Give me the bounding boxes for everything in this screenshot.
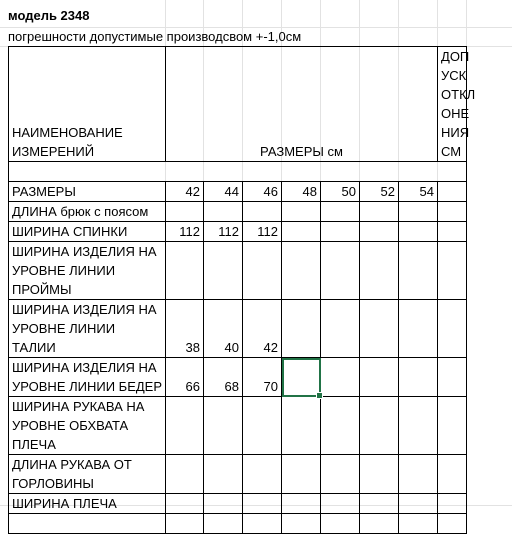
value-cell[interactable]: 112 [204,222,243,242]
value-cell[interactable] [204,455,243,494]
value-cell[interactable] [399,222,438,242]
row-label-cell[interactable]: РАЗМЕРЫ [9,182,166,202]
value-cell[interactable]: 38 [166,300,204,358]
value-cell[interactable] [243,455,282,494]
value-cell[interactable] [243,397,282,455]
empty-cell[interactable] [243,514,282,534]
measurement-row [9,455,467,494]
row-label-cell[interactable]: ДЛИНА брюк с поясом [9,202,166,222]
size-cell[interactable]: 50 [321,182,360,202]
value-cell[interactable] [360,222,399,242]
value-cell[interactable]: 68 [204,358,243,397]
value-cell[interactable] [282,222,321,242]
empty-cell[interactable] [321,514,360,534]
row-label-cell[interactable]: ШИРИНА РУКАВА НА УРОВНЕ ОБХВАТА ПЛЕЧА [9,397,166,455]
value-cell[interactable] [166,397,204,455]
empty-cell[interactable] [9,514,166,534]
tolerance-cell[interactable] [438,242,467,300]
size-cell[interactable]: 42 [166,182,204,202]
size-cell[interactable]: 44 [204,182,243,202]
value-cell[interactable] [243,242,282,300]
measurement-row [9,358,467,397]
measurement-row [9,300,467,358]
value-cell[interactable] [360,358,399,397]
size-cell[interactable]: 54 [399,182,438,202]
value-cell[interactable] [282,202,321,222]
sheet-title[interactable]: модель 2348 [8,8,90,23]
tolerance-cell[interactable] [438,494,467,514]
value-cell[interactable] [243,202,282,222]
empty-cell[interactable] [166,514,204,534]
row-label-cell[interactable]: ШИРИНА ИЗДЕЛИЯ НА УРОВНЕ ЛИНИИ ПРОЙМЫ [9,242,166,300]
value-cell[interactable] [360,397,399,455]
value-cell[interactable] [204,397,243,455]
value-cell[interactable] [360,202,399,222]
selected-cell[interactable] [282,358,321,397]
value-cell[interactable] [360,242,399,300]
tolerance-line: СМ [441,144,462,159]
value-cell[interactable] [399,202,438,222]
value-cell[interactable] [321,222,360,242]
value-cell[interactable] [321,242,360,300]
value-cell[interactable] [399,397,438,455]
measurement-row [9,494,467,514]
row-label-cell[interactable]: ШИРИНА ИЗДЕЛИЯ НА УРОВНЕ ЛИНИИ БЕДЕР [9,358,166,397]
sheet-subtitle[interactable]: погрешности допустимые производсвом +-1,0см [8,29,302,44]
value-cell[interactable] [204,494,243,514]
value-cell[interactable] [321,494,360,514]
value-cell[interactable]: 70 [243,358,282,397]
measurement-rows [9,202,467,514]
gridline [0,27,512,28]
value-cell[interactable] [282,300,321,358]
tolerance-cell[interactable] [438,202,467,222]
tolerance-cell[interactable] [438,182,467,202]
value-cell[interactable] [399,300,438,358]
value-cell[interactable] [166,455,204,494]
value-cell[interactable] [321,202,360,222]
trailing-row [9,514,467,534]
value-cell[interactable] [166,202,204,222]
tolerance-line: ОТКЛ [441,87,476,102]
value-cell[interactable]: 42 [243,300,282,358]
empty-cell[interactable] [9,162,467,182]
empty-cell[interactable] [399,514,438,534]
value-cell[interactable]: 112 [243,222,282,242]
value-cell[interactable] [243,494,282,514]
tolerance-cell[interactable] [438,455,467,494]
value-cell[interactable] [204,242,243,300]
empty-cell[interactable] [438,514,467,534]
header-sizes-cell[interactable]: РАЗМЕРЫ см [166,47,438,162]
value-cell[interactable] [360,300,399,358]
value-cell[interactable] [360,455,399,494]
tolerance-cell[interactable] [438,397,467,455]
value-cell[interactable] [321,397,360,455]
measurement-row [9,202,467,222]
row-label-cell[interactable]: ДЛИНА РУКАВА ОТ ГОРЛОВИНЫ [9,455,166,494]
empty-cell[interactable] [204,514,243,534]
value-cell[interactable] [282,242,321,300]
value-cell[interactable] [321,300,360,358]
value-cell[interactable] [399,358,438,397]
header-row [9,47,467,162]
empty-cell[interactable] [360,514,399,534]
row-label-cell[interactable]: ШИРИНА ИЗДЕЛИЯ НА УРОВНЕ ЛИНИИ ТАЛИИ [9,300,166,358]
value-cell[interactable] [166,494,204,514]
size-cell[interactable]: 46 [243,182,282,202]
measurements-table [8,46,476,534]
tolerance-cell[interactable] [438,300,467,358]
value-cell[interactable] [282,455,321,494]
tolerance-line: ДОП [441,49,470,64]
tolerance-cell[interactable] [438,222,467,242]
value-cell[interactable]: 40 [204,300,243,358]
measurement-row [9,397,467,455]
empty-cell[interactable] [282,514,321,534]
row-label-cell[interactable]: ШИРИНА ПЛЕЧА [9,494,166,514]
header-tolerance-cell[interactable] [438,47,476,162]
measurement-row [9,222,467,242]
header-name-cell[interactable]: НАИМЕНОВАНИЕ ИЗМЕРЕНИЙ [9,47,166,162]
value-cell[interactable] [399,455,438,494]
tolerance-line: ОНЕ [441,106,470,121]
value-cell[interactable] [399,242,438,300]
value-cell[interactable] [321,455,360,494]
spacer-row [9,162,467,182]
value-cell[interactable] [282,397,321,455]
value-cell[interactable] [321,358,360,397]
tolerance-line: НИЯ [441,125,470,140]
value-cell[interactable] [204,202,243,222]
value-cell[interactable]: 66 [166,358,204,397]
value-cell[interactable]: 112 [166,222,204,242]
measurement-row [9,242,467,300]
size-cell[interactable]: 48 [282,182,321,202]
value-cell[interactable] [166,242,204,300]
row-label-cell[interactable]: ШИРИНА СПИНКИ [9,222,166,242]
value-cell[interactable] [399,494,438,514]
sizes-row [9,182,467,202]
value-cell[interactable] [360,494,399,514]
value-cell[interactable] [282,494,321,514]
tolerance-cell[interactable] [438,358,467,397]
size-cell[interactable]: 52 [360,182,399,202]
tolerance-line: УСК [441,68,467,83]
